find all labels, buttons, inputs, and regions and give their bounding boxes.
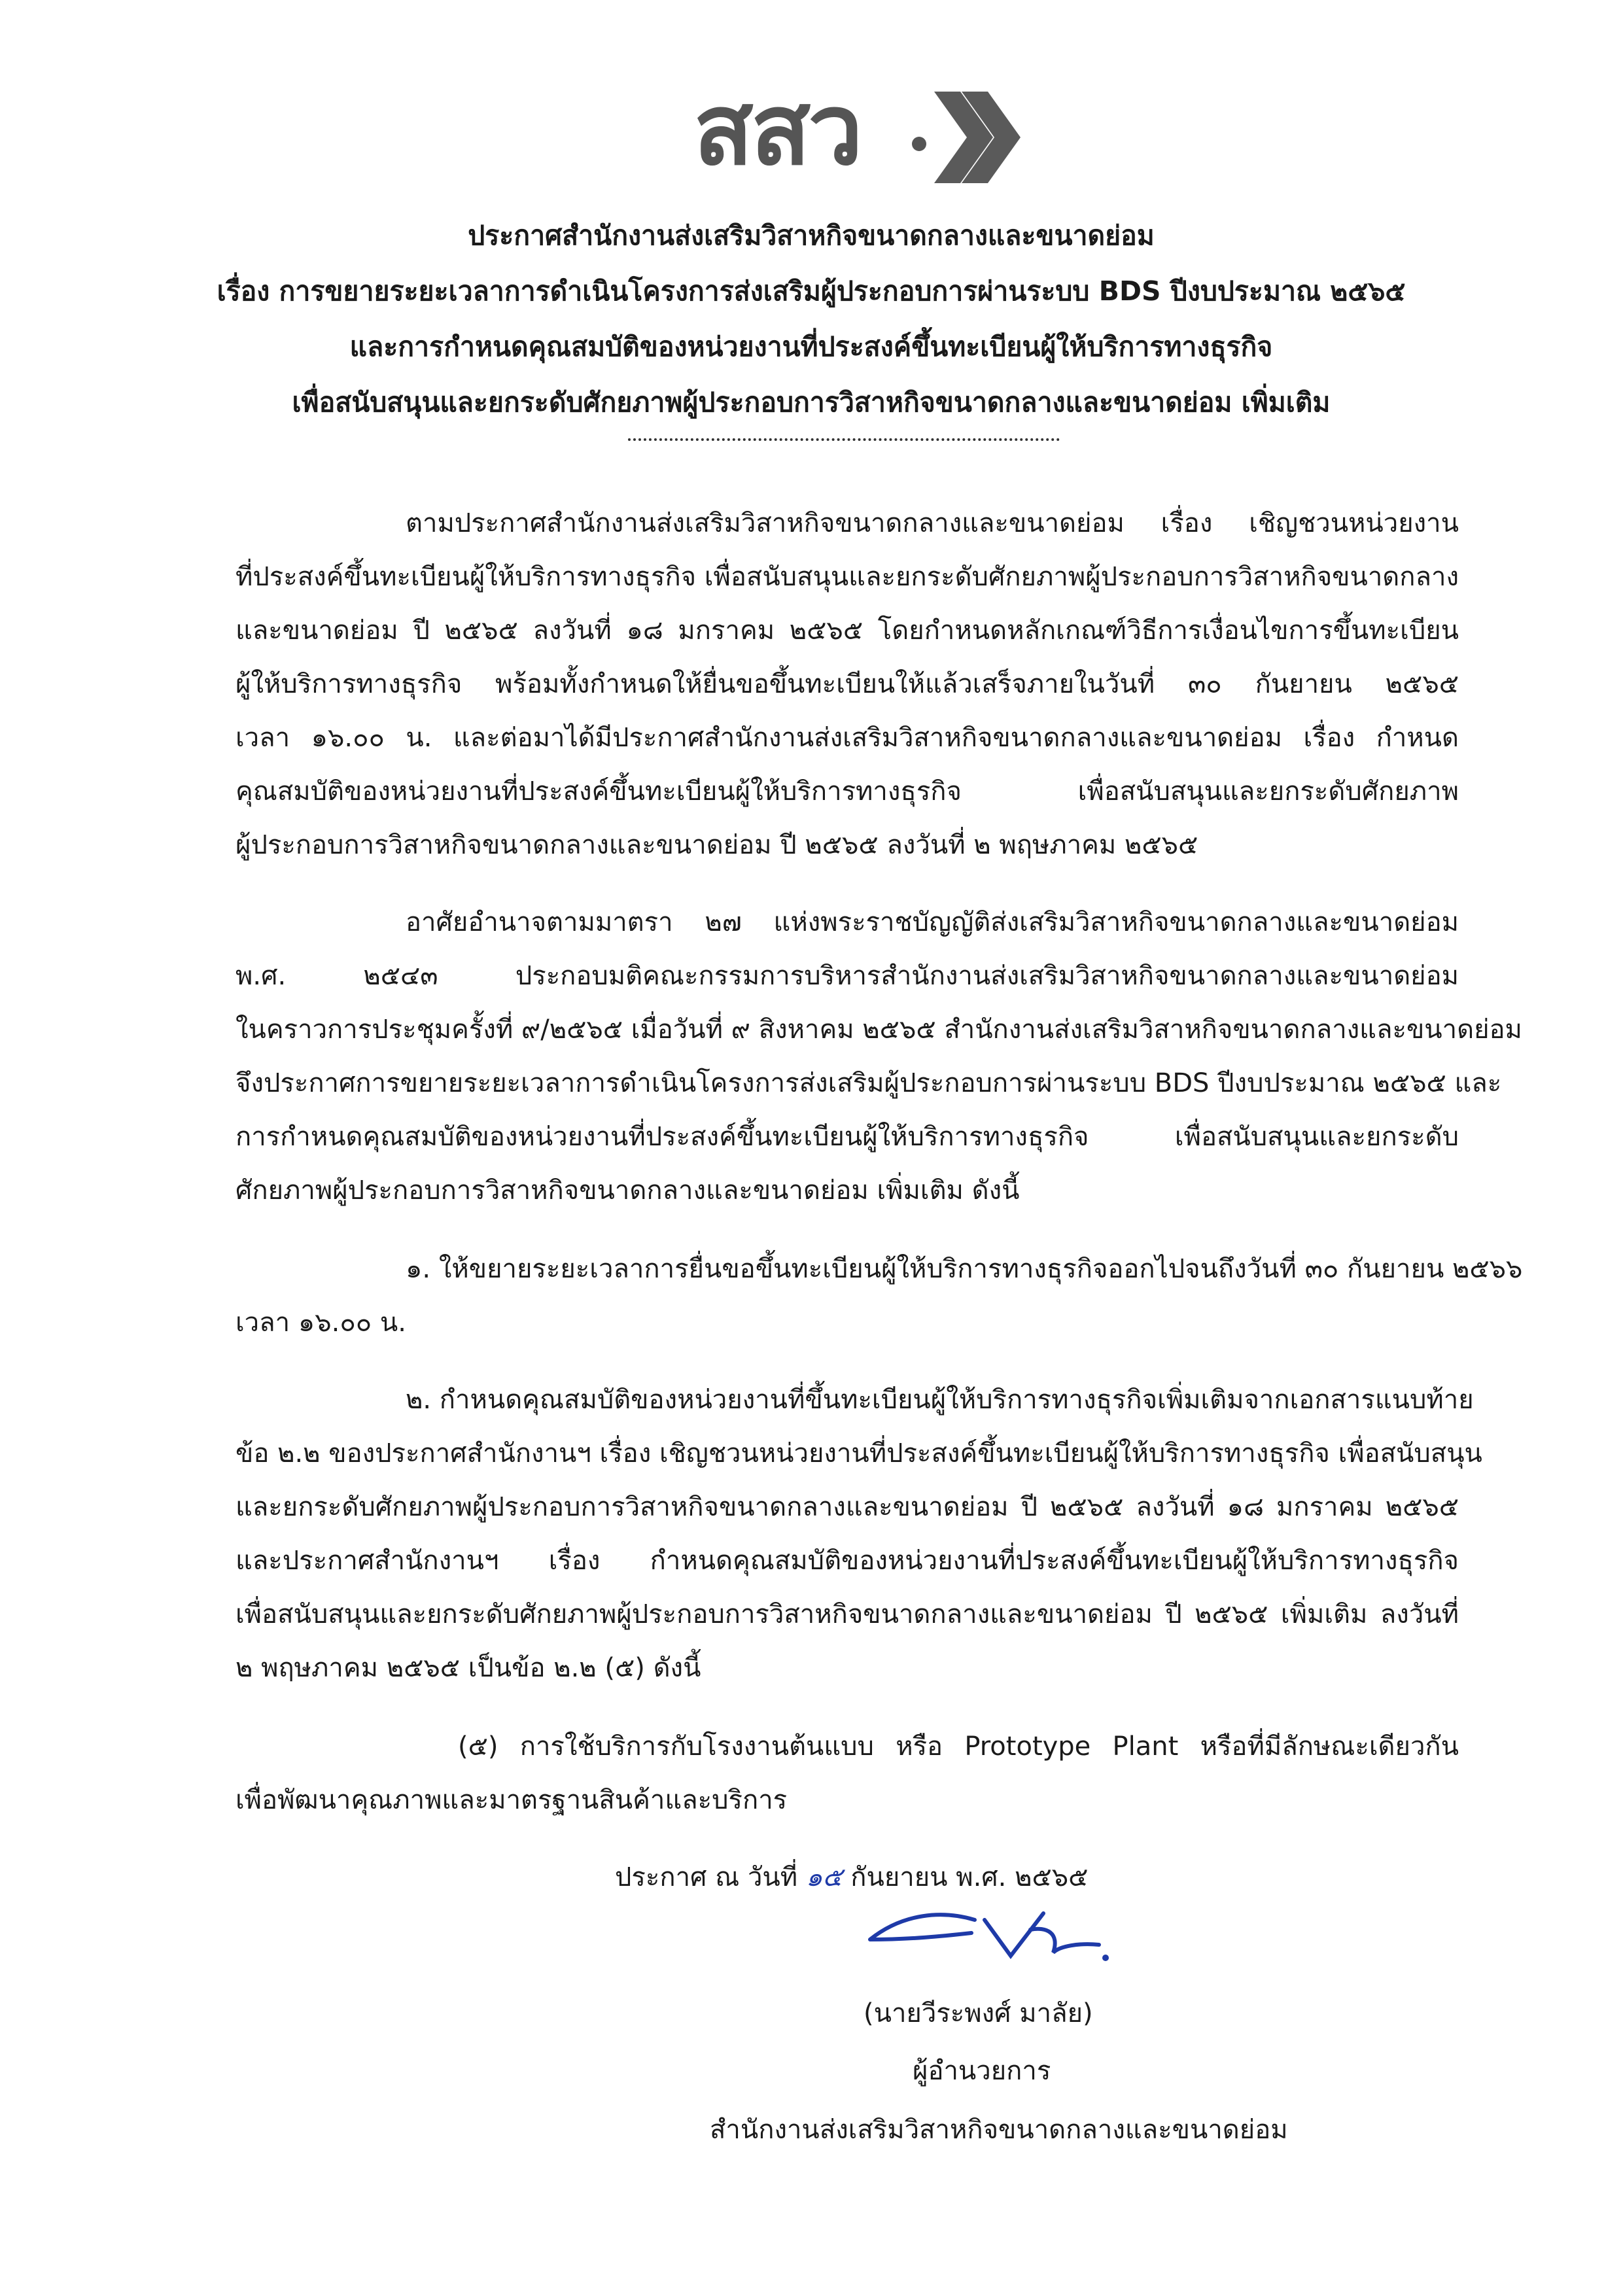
item-2-line: เพื่อสนับสนุนและยกระดับศักยภาพผู้ประกอบการวิสาหกิจขนาดกลางและขนาดย่อม ปี ๒๕๖๕ เพิ่มเติม ลงวันที่ [236,1599,1459,1629]
paragraph-2-line: ในคราวการประชุมครั้งที่ ๙/๒๕๖๕ เมื่อวันที่ ๙ สิงหาคม ๒๕๖๕ สำนักงานส่งเสริมวิสาหกิจขนาดกลางและขนาดย่อม [236,1015,1522,1045]
paragraph-2-line: อาศัยอำนาจตามมาตรา ๒๗ แห่งพระราชบัญญัติส่งเสริมวิสาหกิจขนาดกลางและขนาดย่อม [406,907,1459,937]
paragraph-2-line: ศักยภาพผู้ประกอบการวิสาหกิจขนาดกลางและขนาดย่อม เพิ่มเติม ดังนี้ [236,1175,1020,1206]
item-2-line: และประกาศสำนักงานฯ เรื่อง กำหนดคุณสมบัติของหน่วยงานที่ประสงค์ขึ้นทะเบียนผู้ให้บริการทางธุรกิจ [236,1546,1459,1576]
date-prefix: ประกาศ ณ วันที่ [615,1862,798,1892]
paragraph-1-line: เวลา ๑๖.๐๐ น. และต่อมาได้มีประกาศสำนักงานส่งเสริมวิสาหกิจขนาดกลางและขนาดย่อม เรื่อง กำหนด [236,723,1459,753]
item-2-line: และยกระดับศักยภาพผู้ประกอบการวิสาหกิจขนาดกลางและขนาดย่อม ปี ๒๕๖๕ ลงวันที่ ๑๘ มกราคม ๒๕๖๕ [236,1492,1459,1522]
paragraph-1-line: ผู้ประกอบการวิสาหกิจขนาดกลางและขนาดย่อม ปี ๒๕๖๕ ลงวันที่ ๒ พฤษภาคม ๒๕๖๕ [236,830,1198,860]
title-line-3: และการกำหนดคุณสมบัติของหน่วยงานที่ประสงค์ขึ้นทะเบียนผู้ให้บริการทางธุรกิจ [349,331,1273,362]
date-suffix: กันยายน พ.ศ. ๒๕๖๕ [850,1862,1089,1892]
item-2-sub-line: (๕) การใช้บริการกับโรงงานต้นแบบ หรือ Prototype Plant หรือที่มีลักษณะเดียวกัน [458,1731,1459,1762]
item-2-sub-line: เพื่อพัฒนาคุณภาพและมาตรฐานสินค้าและบริการ [236,1785,788,1815]
handwritten-signature [864,1900,1125,1972]
paragraph-2-line: พ.ศ. ๒๕๔๓ ประกอบมติคณะกรรมการบริหารสำนักงานส่งเสริมวิสาหกิจขนาดกลางและขนาดย่อม [236,961,1459,991]
title-line-1: ประกาศสำนักงานส่งเสริมวิสาหกิจขนาดกลางและขนาดย่อม [468,220,1155,251]
title-divider [628,438,1060,441]
paragraph-2-line: การกำหนดคุณสมบัติของหน่วยงานที่ประสงค์ขึ้นทะเบียนผู้ให้บริการทางธุรกิจ เพื่อสนับสนุนและยกระดับ [236,1122,1459,1152]
paragraph-1-line: ตามประกาศสำนักงานส่งเสริมวิสาหกิจขนาดกลางและขนาดย่อม เรื่อง เชิญชวนหน่วยงาน [406,508,1459,538]
announcement-date [615,1858,1088,1897]
item-1-line: เวลา ๑๖.๐๐ น. [236,1308,406,1338]
paragraph-1-line: คุณสมบัติของหน่วยงานที่ประสงค์ขึ้นทะเบียนผู้ให้บริการทางธุรกิจ เพื่อสนับสนุนและยกระดับศักยภาพ [236,776,1459,807]
item-1-line: ๑. ให้ขยายระยะเวลาการยื่นขอขึ้นทะเบียนผู้ให้บริการทางธุรกิจออกไปจนถึงวันที่ ๓๐ กันยายน ๒๕๖๖ [406,1254,1523,1284]
paragraph-1-line: และขนาดย่อม ปี ๒๕๖๕ ลงวันที่ ๑๘ มกราคม ๒๕๖๕ โดยกำหนดหลักเกณฑ์วิธีการเงื่อนไขการขึ้นทะเบียน [236,616,1459,646]
logo-text: สสว [693,75,861,184]
item-2-line: ๒ พฤษภาคม ๒๕๖๕ เป็นข้อ ๒.๒ (๕) ดังนี้ [236,1653,701,1683]
osmep-logo [693,72,1021,203]
signer-organization: สำนักงานส่งเสริมวิสาหกิจขนาดกลางและขนาดย่อม [710,2115,1288,2145]
item-2-line: ข้อ ๒.๒ ของประกาศสำนักงานฯ เรื่อง เชิญชวนหน่วยงานที่ประสงค์ขึ้นทะเบียนผู้ให้บริการทางธุรกิจ เพื่อสนับสนุน [236,1438,1482,1469]
title-line-4: เพื่อสนับสนุนและยกระดับศักยภาพผู้ประกอบการวิสาหกิจขนาดกลางและขนาดย่อม เพิ่มเติม [292,387,1331,418]
item-2-line: ๒. กำหนดคุณสมบัติของหน่วยงานที่ขึ้นทะเบียนผู้ให้บริการทางธุรกิจเพิ่มเติมจากเอกสารแนบท้าย [406,1385,1474,1415]
double-chevron-icon [934,92,1021,183]
signer-position: ผู้อำนวยการ [913,2056,1051,2086]
date-day-handwritten: ๑๕ [805,1862,843,1892]
title-line-2: เรื่อง การขยายระยะเวลาการดำเนินโครงการส่งเสริมผู้ประกอบการผ่านระบบ BDS ปีงบประมาณ ๒๕๖๕ [217,275,1406,307]
paragraph-1-line: ที่ประสงค์ขึ้นทะเบียนผู้ให้บริการทางธุรกิจ เพื่อสนับสนุนและยกระดับศักยภาพผู้ประกอบการวิสาหกิจขนาดกลาง [236,562,1459,592]
paragraph-1-line: ผู้ให้บริการทางธุรกิจ พร้อมทั้งกำหนดให้ยื่นขอขึ้นทะเบียนให้แล้วเสร็จภายในวันที่ ๓๐ กันยายน ๒๕๖๕ [236,669,1459,699]
logo-dot [912,137,926,151]
paragraph-2-line: จึงประกาศการขยายระยะเวลาการดำเนินโครงการส่งเสริมผู้ประกอบการผ่านระบบ BDS ปีงบประมาณ ๒๕๖๕ และ [236,1068,1502,1098]
signer-name: (นายวีระพงศ์ มาลัย) [864,1998,1093,2028]
